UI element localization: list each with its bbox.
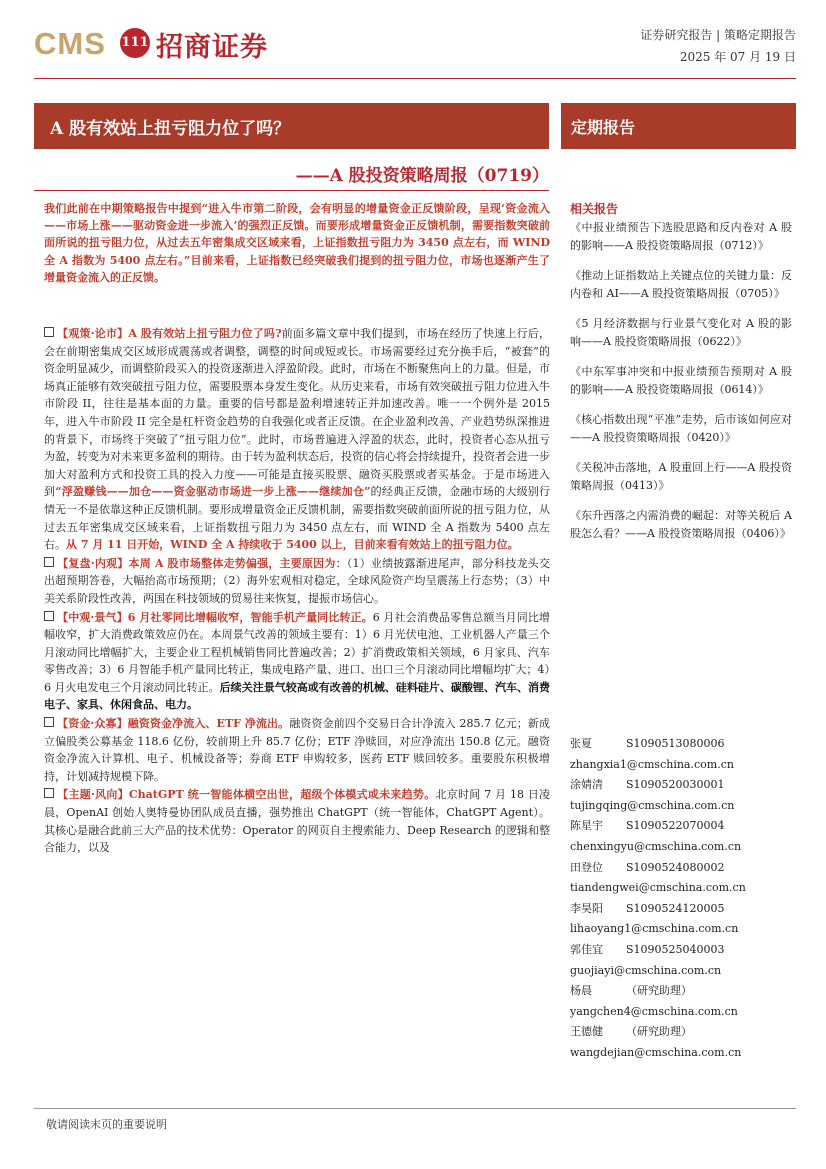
analyst-name: 涂婧清 — [570, 778, 603, 792]
section-market-view — [44, 325, 550, 554]
header-divider — [34, 78, 796, 79]
section-head: 6 月社零同比增幅收窄，智能手机产量同比转正。 — [127, 610, 373, 624]
related-report-item[interactable]: 《关税冲击落地，A 股重回上行——A 股投资策略周报（0413）》 — [570, 461, 792, 492]
report-date: 2025 年 07 月 19 日 — [679, 50, 796, 64]
analyst-row — [570, 981, 796, 1002]
report-category: 定期报告 — [571, 118, 636, 137]
analyst-name: 郭佳宜 — [570, 942, 603, 956]
analyst-email[interactable]: zhangxia1@cmschina.com.cn — [570, 757, 734, 771]
analyst-email[interactable]: tujingqing@cmschina.com.cn — [570, 798, 735, 812]
section-conclusion: 从 7 月 11 日开始，WIND 全 A 持续收于 5400 以上，目前来看有效站上的扭亏阻力位。 — [66, 538, 519, 552]
related-report-item[interactable]: 《5 月经济数据与行业景气变化对 A 股的影响——A 股投资策略周报（0622）》 — [570, 317, 792, 348]
analyst-name: 张夏 — [570, 737, 592, 750]
section-text: 融资资金前四个交易日合计净流入 285.7 亿元；新成立偏股类公募基金 118.6 亿份，较前期上升 85.7 亿份；ETF 净赎回，对应净流出 150.8 亿元。融资资金净流入计算机、电子、机械设备等；券商 ETF 申购较多，医药 ETF 赎回较多。重要股东积极增持，计划减持规模下降。 — [44, 717, 550, 783]
logo-text-en: CMS — [34, 26, 106, 61]
related-report-item[interactable]: 《中报业绩预告下选股思路和反内卷对 A 股的影响——A 股投资策略周报（0712）》 — [570, 221, 792, 252]
analyst-email[interactable]: guojiayi@cmschina.com.cn — [570, 963, 722, 977]
analyst-row — [570, 734, 796, 755]
report-type: 证券研究报告 | 策略定期报告 — [640, 28, 796, 42]
analyst-email[interactable]: lihaoyang1@cmschina.com.cn — [570, 922, 739, 936]
checkbox-bullet-icon — [44, 611, 54, 621]
analyst-code: S1090524120005 — [626, 901, 725, 915]
section-head: 本周 A 股市场整体走势偏强，主要原因为： — [128, 556, 347, 570]
logo-text-cn: 招商证券 — [156, 32, 268, 63]
section-head: 融资资金净流入、ETF 净流出。 — [127, 717, 290, 731]
analyst-code: S1090524080002 — [626, 860, 725, 874]
title-banner — [34, 103, 549, 149]
related-report-item[interactable]: 《核心指数出现“平准”走势，后市该如何应对——A 股投资策略周报（0420）》 — [570, 413, 792, 444]
section-text: 前面多篇文章中我们提到，市场在经历了快速上行后，会在前期密集成交区域形成震荡或者调整，调整的时间或短或长。市场需要经过充分换手后，“被套”的资金明显减少，而调整阶段买入的投资逐渐进入浮盈阶段。此时，市场在不断聚焦向上的力量。但是，市场真正能够有效突破扭亏阻力位，需要股票本身发生变化。从历史来看，市场有效突破扭亏阻力位进入牛市阶段 II，往往是基本面的力量。重要的信号都是盈利增速转正并加速改善。唯一一个例外是 2015 年，进入牛市阶段 II 完全是杠杆资金趋势的自我强化或者正反馈。在企业盈利改善、产业趋势纵深推进的背景下，市场终于突破了“扭亏阻力位”。此时，市场普遍进入浮盈的状态，此时，投资者心态从扭亏为盈，转变为对未来更多盈利的期待。由于转为盈利状态后，投资的信心将会持续提升，投资者会进一步加大对盈利方式和投资工具的投入力度——可能是直接买股票、融资买股票或者买基金。于是市场进入到 — [44, 327, 550, 499]
analyst-code: S1090513080006 — [626, 737, 725, 750]
analyst-row — [570, 1022, 796, 1043]
page-title: A 股有效站上扭亏阻力位了吗？ — [50, 119, 291, 139]
analyst-row — [570, 775, 796, 796]
analyst-code: S1090520030001 — [626, 778, 725, 792]
analyst-email[interactable]: tiandengwei@cmschina.com.cn — [570, 881, 746, 895]
analyst-email[interactable]: chenxingyu@cmschina.com.cn — [570, 839, 742, 853]
analyst-name: 李昊阳 — [570, 901, 603, 915]
section-bold-tail: 后续关注景气较高或有改善的机械、硅料硅片、碳酸锂、汽车、消费电子、家具、休闲食品、电力。 — [44, 680, 550, 712]
footer-divider — [34, 1108, 796, 1109]
lead-summary: 我们此前在中期策略报告中提到“进入牛市第二阶段，会有明显的增量资金正反馈阶段，呈现‘资金流入——市场上涨——驱动资金进一步流入’的强烈正反馈。而要形成增量资金正反馈机制，需要指数突破前面所说的扭亏阻力位，从过去五年密集成交区域来看，上证指数扭亏阻力为 3450 点左右，而 WIND 全 A 指数为 5400 点左右。”目前来看，上证指数已经突破我们提到的扭亏阻力位，市场也逐渐产生了增量资金流入的正反馈。 — [44, 202, 550, 284]
section-funds — [44, 715, 550, 785]
checkbox-bullet-icon — [44, 717, 54, 727]
related-report-item[interactable]: 《中东军事冲突和中报业绩预告预期对 A 股的影响——A 股投资策略周报（0614）》 — [570, 365, 792, 396]
section-quote: “浮盈赚钱——加仓——资金驱动市场进一步上涨——继续加仓” — [55, 485, 371, 499]
analyst-list — [570, 734, 796, 1064]
checkbox-bullet-icon — [44, 788, 54, 798]
section-theme — [44, 786, 550, 856]
analyst-name: 陈星宇 — [570, 819, 603, 833]
section-text: 北京时间 7 月 18 日凌晨，OpenAI 创始人奥特曼协团队成员直播，强势推出 ChatGPT（统一智能体，ChatGPT Agent）。其核心是融合此前三大产品的技术优势：Operator 的网页自主搜索能力、Deep Research 的逻辑和整合能力，以及 — [44, 788, 551, 855]
related-reports-heading: 相关报告 — [570, 202, 619, 216]
footer-note: 敬请阅读末页的重要说明 — [46, 1118, 167, 1131]
main-body — [44, 325, 550, 858]
subtitle-divider — [34, 190, 549, 191]
analyst-email[interactable]: yangchen4@cmschina.com.cn — [570, 1004, 738, 1018]
report-category-banner — [561, 103, 796, 149]
logo-seal-icon: 111 — [120, 28, 150, 58]
section-text: （1）业绩披露渐进尾声，部分科技龙头交出超预期答卷，大幅抬高市场预期；（2）海外宏观相对稳定，全球风险资产均呈震荡上行态势；（3）中美关系阶段性改善，两国在科技领域的贸易往来恢复，提振市场信心。 — [44, 556, 550, 605]
section-tag: 【复盘·内观】 — [57, 556, 129, 570]
section-tag: 【中观·景气】 — [57, 610, 128, 624]
section-head: ChatGPT 统一智能体横空出世，超级个体模式或未来趋势。 — [128, 788, 436, 802]
section-text: 的经典正反馈，金融市场的大级别行情无一不是依靠这种正反馈机制。要形成增量资金正反馈机制，需要指数突破前面所说的扭亏阻力位，从过去五年密集成交区域来看，上证指数扭亏阻力为 3450 点左右，而 WIND 全 A 指数为 5400 点左右。 — [44, 485, 551, 552]
analyst-name: 田登位 — [570, 860, 603, 874]
analyst-row — [570, 899, 796, 920]
analyst-code: （研究助理） — [626, 1025, 692, 1039]
checkbox-bullet-icon — [44, 557, 54, 567]
analyst-email[interactable]: wangdejian@cmschina.com.cn — [570, 1045, 742, 1059]
section-tag: 【主题·风向】 — [57, 788, 129, 802]
checkbox-bullet-icon — [44, 327, 54, 337]
related-report-item[interactable]: 《东升西落之内需消费的崛起：对等关税后 A 股怎么看？——A 股投资策略周报（0406）》 — [570, 509, 792, 540]
analyst-row — [570, 940, 796, 961]
related-reports-list — [570, 219, 792, 555]
section-tag: 【观策·论市】 — [57, 327, 129, 340]
company-logo — [34, 22, 284, 66]
analyst-row — [570, 816, 796, 837]
section-prosperity — [44, 609, 550, 715]
analyst-code: （研究助理） — [626, 984, 692, 998]
related-report-item[interactable]: 《推动上证指数站上关键点位的关键力量：反内卷和 AI——A 股投资策略周报（0705）》 — [570, 269, 792, 300]
analyst-row — [570, 858, 796, 879]
analyst-code: S1090525040003 — [626, 942, 725, 956]
section-tag: 【资金·众寡】 — [57, 717, 128, 731]
page-subtitle: ——A 股投资策略周报（0719） — [295, 166, 549, 186]
analyst-code: S1090522070004 — [626, 819, 725, 833]
section-text: 6 月社会消费品零售总额当月同比增幅收窄，扩大消费政策效应仍在。本周景气改善的领域主要有：1）6 月光伏电池、工业机器人产量三个月滚动同比增幅扩大，主要企业工程机械销售同比普遍改善；2）扩消费政策相关领域，6 月家具、汽车零售改善；3）6 月智能手机产量同比转正，集成电路产量、进口、出口三个月滚动同比增幅均扩大；4）6 月火电发电三个月滚动同比转正。 — [44, 610, 550, 694]
section-review — [44, 555, 550, 608]
analyst-name: 王德健 — [570, 1025, 603, 1039]
analyst-name: 杨晨 — [570, 984, 592, 998]
section-head: A 股有效站上扭亏阻力位了吗? — [128, 327, 282, 340]
